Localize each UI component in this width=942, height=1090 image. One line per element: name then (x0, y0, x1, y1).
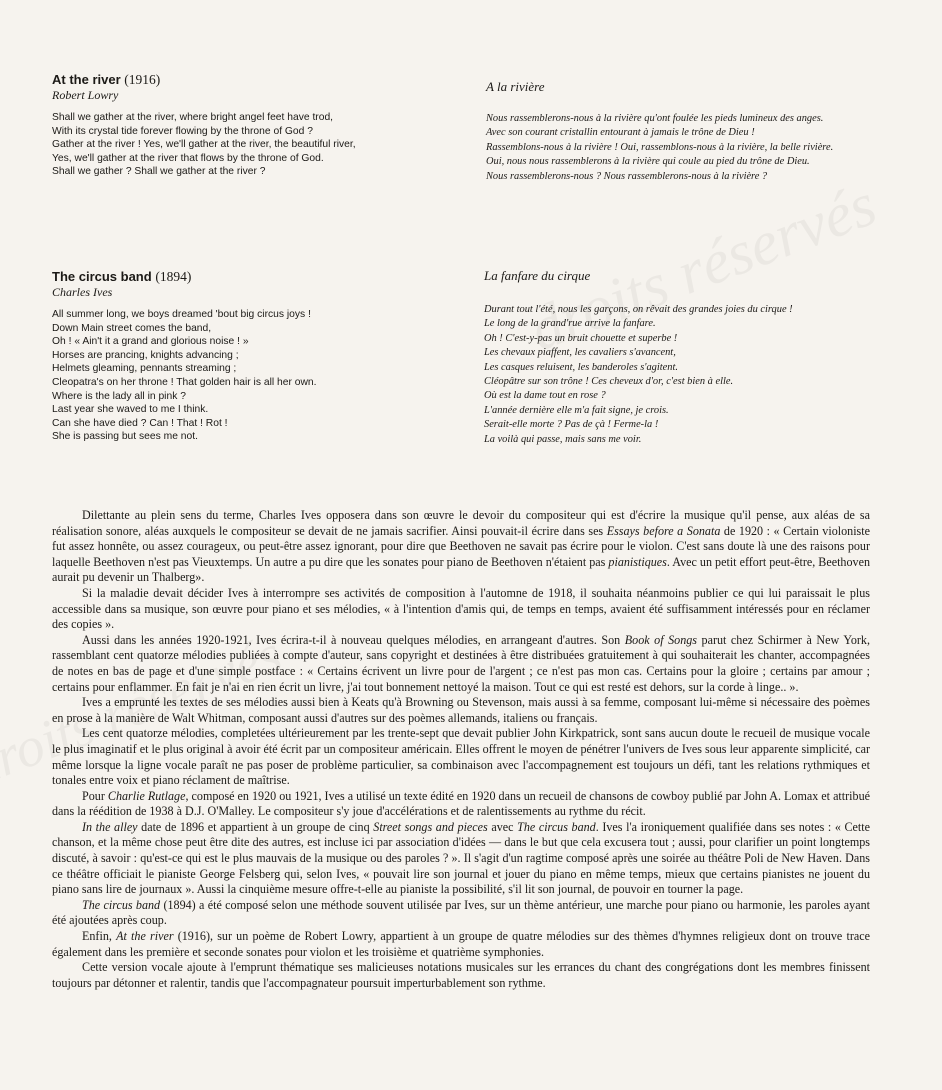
text-run: Aussi dans les années 1920-1921, Ives écrira-t-il à nouveau quelques mélodies, en arrangeant d'autres. Son (82, 632, 625, 647)
commentary-paragraph (52, 726, 870, 788)
commentary-paragraph (52, 929, 870, 960)
song-year: (1894) (155, 269, 192, 284)
song-la-fanfare-du-cirque (484, 268, 876, 447)
work-title: The circus band (517, 819, 596, 834)
text-run: . Avec un petit effort peut-être, Beethoven aurait pu devenir un Thalberg». (52, 554, 870, 585)
lyrics-french (484, 303, 876, 447)
text-run: date de 1896 et appartient à un groupe de cinq (137, 819, 374, 834)
song-title-text: At the river (52, 72, 121, 87)
song-title-french: A la rivière (486, 79, 545, 94)
song-a-la-riviere (486, 79, 876, 184)
song-title (52, 269, 452, 285)
lyric-line: Helmets gleaming, pennants streaming ; (52, 363, 237, 375)
lyric-line: Nous rassemblerons-nous ? Nous rassemblerons-nous à la rivière ? (486, 170, 768, 182)
lyric-line: L'année dernière elle m'a fait signe, je crois. (484, 404, 669, 416)
lyric-line: Les chevaux piaffent, les cavaliers s'avancent, (484, 347, 676, 359)
commentary-paragraph (52, 508, 870, 586)
song-year: (1916) (124, 72, 161, 87)
text-run: avec (487, 819, 518, 834)
text-run: (1894) a été composé selon une méthode souvent utilisée par Ives, sur un thème antérieur, une marche pour piano ou harmonie, les paroles ayant été ajoutées après coup. (52, 897, 871, 928)
work-title: At the river (116, 929, 174, 944)
song-author: Charles Ives (52, 285, 113, 299)
text-run: Pour (82, 788, 108, 803)
work-title: Street songs and pieces (373, 819, 488, 834)
lyric-line: Shall we gather at the river, where bright angel feet have trod, (52, 112, 334, 123)
lyric-line: Last year she waved to me I think. (52, 404, 209, 416)
lyric-line: Oui, nous nous rassemblerons à la rivière qui coule au pied du trône de Dieu. (486, 156, 810, 168)
lyrics-french (486, 112, 876, 184)
lyric-line: Serait-elle morte ? Pas de çà ! Ferme-la ! (484, 419, 659, 431)
lyric-line: With its crystal tide forever flowing by the throne of God ? (52, 125, 313, 137)
text-run: Dilettante au plein sens du terme, Charles Ives opposera dans son œuvre le devoir du compositeur qui est d'écrire la musique qu'il pense, aux aléas de sa réalisation sonore, aléas auxquels le compositeur se devait de ne jamais sacrifier. Ainsi pouvait-il écrire dans ses (52, 508, 870, 538)
lyric-line: Nous rassemblerons-nous à la rivière qu'ont foulée les pieds lumineux des anges. (486, 113, 824, 124)
lyric-line: La voilà qui passe, mais sans me voir. (484, 433, 642, 445)
song-at-the-river (52, 72, 452, 179)
song-author: Robert Lowry (52, 88, 119, 102)
text-run: de 1920 : « Certain violoniste fut assez honnête, ou assez courageux, ou peut-être assez ignorant, pour dire que Beethoven ne savait pas écrire pour le violon. C'est sans doute là une des raisons pour laquelle Beethoven n'est pas Vieuxtemps. Un autre a pu dire que les sonates pour piano de Beethoven n'étaient pas (52, 523, 870, 569)
song-title (52, 72, 452, 88)
text-run: parut chez Schirmer à New York, rassemblant cent quatorze mélodies publiées à compte d'auteur, sans copyright et destinées à être distribuées gratuitement à qui souhaiterait les chanter, accompagnées de notes en bas de page et d'une simple postface : « Certains écrivent un livre pour de l'argent ; ce n'est pas mon cas. Certains pour la gloire ; certains par amour ; certains pour enflammer. En fait je n'ai en rien écrit un livre, j'ai tout bonnement nettoyé la maison. Tout ce qui est resté est dehors, sur la corde à linge.. ». (52, 632, 870, 694)
lyric-line: Can she have died ? Can ! That ! Rot ! (52, 417, 228, 429)
text-run: Cette version vocale ajoute à l'emprunt thématique ses malicieuses notations musicales sur les errances du chant des congrégations dont les membres finissent toujours par détonner et ralentir, tandis que l'accompagnateur poursuit imperturbablement son rythme. (52, 960, 870, 990)
lyric-line: She is passing but sees me not. (52, 431, 198, 443)
lyric-line: Horses are prancing, knights advancing ; (52, 349, 239, 361)
lyric-line: Shall we gather ? Shall we gather at the river ? (52, 166, 266, 178)
lyric-line: Durant tout l'été, nous les garçons, on rêvait des grandes joies du cirque ! (484, 304, 793, 315)
text-run: . Ives l'a ironiquement qualifiée dans ses notes : « Cette chanson, et la même chose peut être dite des autres, est incluse ici par association d'idées — dans le but que cela excusera tout ; aussi, pour clarifier un point longtemps discuté, à savoir : qu'est-ce qui est le plus mauvais de la musique ou des paroles ? ». Il s'agit d'un ragtime composé après une soirée au théâtre Poli de New Haven. Dans ce théâtre officiait le pianiste George Felsberg qui, selon Ives, « pouvait lire son journal et jouer du piano en même temps, mieux que certains pianistes ne jouent du piano sans lire de journaux ». Aussi la cinquième mesure offre-t-elle au pianiste la possibilité, s'il lit son journal, de pouvoir en tourner la page. (52, 819, 870, 897)
lyric-line: Oh ! C'est-y-pas un bruit chouette et superbe ! (484, 332, 678, 344)
work-title: Book of Songs (624, 632, 697, 647)
lyric-line: Avec son courant cristallin entourant à jamais le trône de Dieu ! (486, 127, 755, 139)
lyric-line: Gather at the river ! Yes, we'll gather at the river, the beautiful river, (52, 139, 356, 151)
lyric-line: Oh ! « Ain't it a grand and glorious noise ! » (52, 336, 249, 348)
song-circus-band (52, 269, 452, 444)
text-run: Les cent quatorze mélodies, completées ultérieurement par les trente-sept que devait publier John Kirkpatrick, sont sans aucun doute le recueil de musique vocale le plus imaginatif et le plus original à avoir été écrit par un compositeur américain. Elles offrent le moyen de pénétrer l'univers de Ives sous leur apparente simplicité, car même lorsque la ligne vocale paraît ne pas poser de problème particulier, sa combinaison avec l'accompagnement est toujours un défi, tant les relations rythmiques et tonales entre voix et piano réclament de maîtrise. (52, 726, 870, 788)
text-run: (1916), sur un poème de Robert Lowry, appartient à un groupe de quatre mélodies sur des thèmes d'hymnes religieux dont on trouve trace également dans les première et seconde sonates pour violon et les troisième et quatrième symphonies. (52, 929, 870, 959)
work-title: In the alley (82, 819, 138, 834)
text-run: Enfin, (82, 929, 117, 944)
text-run: Ives a emprunté les textes de ses mélodies aussi bien à Keats qu'à Browning ou Stevenson, mais aussi à sa femme, composant lui-même si nécessaire des poèmes en prose à la manière de Walt Whitman, composant aussi d'autres sur des poèmes allemands, italiens ou français. (52, 695, 870, 725)
song-title-text: The circus band (52, 269, 152, 284)
commentary-paragraph (52, 820, 870, 898)
text-run: , composé en 1920 ou 1921, Ives a utilisé un texte édité en 1920 dans un recueil de chansons de cowboy publié par John A. Lomax et attribué dans la réédition de 1938 à D.J. O'Malley. Le compositeur s'y joue d'accélérations et de ralentissements au rythme du récit. (52, 788, 870, 819)
work-title: Essays before a Sonata (606, 523, 721, 538)
lyric-line: Down Main street comes the band, (52, 322, 212, 334)
lyric-line: Les casques reluisent, les banderoles s'agitent. (484, 361, 678, 373)
lyrics-english (52, 308, 452, 444)
lyric-line: All summer long, we boys dreamed 'bout big circus joys ! (52, 309, 311, 320)
work-title: Charlie Rutlage (107, 788, 186, 803)
lyric-line: Rassemblons-nous à la rivière ! Oui, rassemblons-nous à la rivière, la belle rivière. (486, 141, 834, 153)
text-run: Si la maladie devait décider Ives à interrompre ses activités de composition à l'automne de 1918, il souhaita néanmoins publier ce qui lui paraissait le plus accessible dans sa musique, son œuvre pour piano et ses mélodies, « à l'intention d'amis qui, de temps en temps, avaient été suffisamment intéressés pour en réclamer des copies ». (52, 585, 870, 632)
song-title-french: La fanfare du cirque (484, 268, 591, 283)
lyric-line: Yes, we'll gather at the river that flows by the throne of God. (52, 152, 324, 164)
commentary-paragraph (52, 960, 870, 991)
commentary-paragraph (52, 898, 870, 929)
lyric-line: Where is the lady all in pink ? (52, 390, 186, 402)
work-title: The circus band (82, 897, 161, 912)
commentary-paragraph (52, 695, 870, 726)
lyric-line: Cleopatra's on her throne ! That golden hair is all her own. (52, 376, 317, 388)
work-title: pianistiques (608, 554, 667, 569)
lyric-line: Le long de la grand'rue arrive la fanfare. (484, 318, 656, 330)
commentary-text (52, 508, 870, 991)
commentary-paragraph (52, 586, 870, 633)
commentary-paragraph (52, 789, 870, 820)
lyrics-english (52, 111, 452, 179)
lyric-line: Cléopâtre sur son trône ! Ces cheveux d'or, c'est bien à elle. (484, 376, 734, 388)
commentary-paragraph (52, 633, 870, 695)
lyric-line: Où est la dame tout en rose ? (484, 390, 606, 402)
